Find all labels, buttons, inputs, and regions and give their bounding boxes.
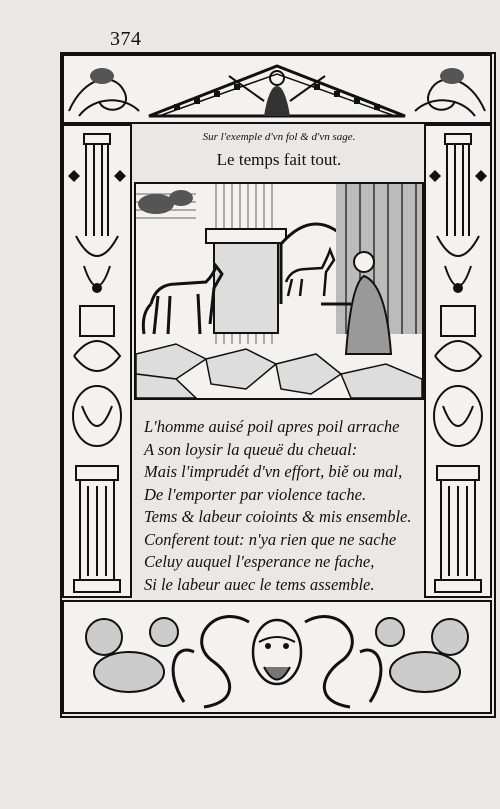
verse-line: De l'emporter par violence tache. [144,484,367,504]
verse-line: Si le labeur auec le tems assemble. [144,574,375,594]
verse-line: Celuy auquel l'esperance ne fache, [144,552,375,571]
candelabra-column-icon [426,126,490,596]
verse-line: L'homme auisé poil apres poil arrache [144,417,400,436]
right-column-ornament [424,124,492,598]
page-number: 374 [110,28,142,50]
verse-line: Mais l'imprudét d'vn effort, biě ou mal, [144,462,403,481]
verse-stanza [144,416,424,596]
woodcut-scene-icon [136,184,422,398]
verse-line: A son loysir la queuë du cheual: [144,439,358,459]
bottom-ornament-band [62,600,492,714]
top-ornament-band [62,54,492,124]
candelabra-column-icon [64,126,130,596]
woodcut-illustration [134,182,424,400]
motto-line: Sur l'exemple d'vn fol & d'vn sage. [202,131,356,143]
pediment-ornament-icon [64,56,490,122]
verse-line: Tems & labeur coioints & mis ensemble. [144,507,412,526]
verse-line: Conferent tout: n'ya rien que ne sache [144,529,397,549]
grotesque-mask-icon [64,602,490,712]
left-column-ornament [62,124,132,598]
emblem-title: Le temps fait tout. [216,150,342,169]
